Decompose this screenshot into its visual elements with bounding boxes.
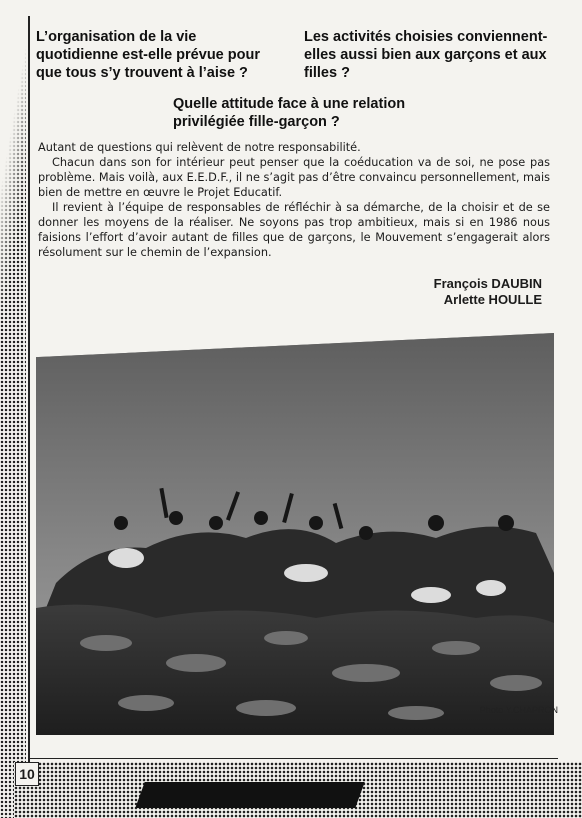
page-number: 10	[15, 762, 39, 786]
author-1: François DAUBIN	[433, 276, 542, 291]
photo-credit: Photo Y.CHAPRON	[479, 705, 558, 715]
paragraph-3: Il revient à l’équipe de responsables de réfléchir à sa démarche, de la choisir et de se donner les moyens de la réaliser. Ne soyons pas trop ambitieux, mais si en 1986 nous faisions l’effort d’avoir autant de filles que de garçons, le Mouvement s’engagerait alors résolument sur le chemin de l’expansion.	[38, 201, 550, 259]
question-2: Les activités choisies conviennent-elles aussi bien aux garçons et aux filles ?	[304, 29, 548, 81]
halftone-fade	[0, 0, 26, 330]
bottom-rule	[28, 758, 558, 759]
signature	[434, 276, 542, 308]
decorative-dark-band	[135, 782, 364, 808]
paragraph-2: Chacun dans son for intérieur peut penser que la coéducation va de soi, ne pose pas problème. Mais voilà, aux E.E.D.F., il ne s’agit pas d’être convaincu personnellement, mais bien de mettre en œuvre le Projet Educatif.	[38, 156, 550, 199]
author-2: Arlette HOULLE	[443, 292, 542, 307]
question-3: Quelle attitude face à une relation privilégiée fille-garçon ?	[173, 96, 406, 130]
question-1: L’organisation de la vie quotidienne est-elle prévue pour que tous s’y trouvent à l’aise ?	[36, 29, 260, 81]
group-photo-illustration	[36, 333, 554, 735]
article-body	[38, 140, 550, 260]
left-rule	[28, 16, 30, 786]
group-photo	[36, 333, 554, 735]
paragraph-1: Autant de questions qui relèvent de notre responsabilité.	[38, 141, 361, 154]
